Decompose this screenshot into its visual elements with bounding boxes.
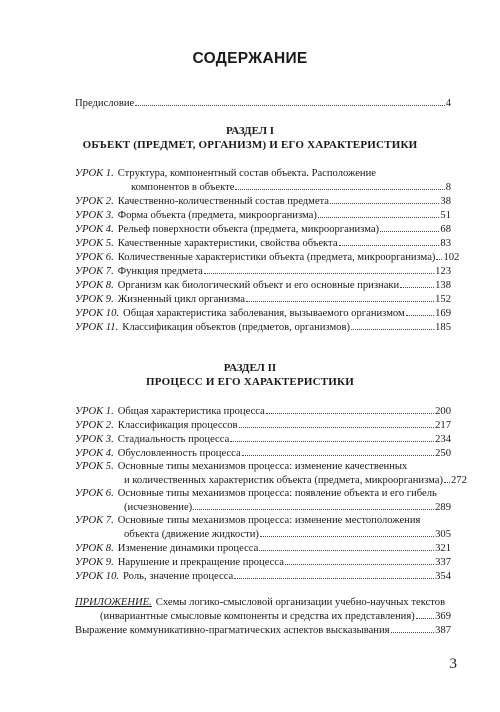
lesson-title: Организм как биологический объект и его основные признаки (117, 280, 400, 291)
dot-leader (380, 222, 439, 232)
toc-entry-s1-l2 (75, 194, 451, 208)
toc-entry-s1-l3 (75, 208, 451, 222)
toc-entry-s2-l7-cont (124, 527, 451, 541)
page-title: СОДЕРЖАНИЕ (192, 50, 308, 67)
toc-entry-expression (75, 623, 451, 637)
lesson-title: Обусловленность процесса (117, 448, 241, 459)
dot-leader (239, 418, 435, 428)
dot-leader (204, 264, 434, 274)
toc-page-number: 38 (440, 196, 451, 207)
lesson-label: УРОК 3. (75, 210, 114, 221)
lesson-label: УРОК 5. (75, 238, 114, 249)
lesson-title: Изменение динамики процесса (117, 543, 259, 554)
lesson-title: Количественные характеристики объекта (предмета, микроорганизма) (117, 252, 436, 263)
dot-leader (318, 208, 440, 218)
toc-page-number: 68 (440, 224, 451, 235)
toc-entry-s1-l8 (75, 278, 451, 292)
dot-leader (436, 250, 442, 260)
lesson-label: УРОК 9. (75, 294, 114, 305)
toc-entry-appendix (75, 596, 451, 609)
dot-leader (406, 306, 434, 316)
toc-entry-appendix-cont (100, 609, 451, 623)
toc-page-number: 354 (435, 571, 451, 582)
toc-entry-s2-l10 (75, 569, 451, 583)
lesson-label: УРОК 2. (75, 196, 114, 207)
lesson-label: УРОК 6. (75, 252, 114, 263)
lesson-label: УРОК 7. (75, 266, 114, 277)
dot-leader (193, 500, 434, 510)
section-1-subheading: ОБЪЕКТ (ПРЕДМЕТ, ОРГАНИЗМ) И ЕГО ХАРАКТЕРИСТИКИ (82, 139, 418, 151)
page-number: 3 (449, 656, 457, 672)
dot-leader (234, 569, 434, 579)
toc-entry-s2-l6-cont (124, 500, 451, 514)
toc-entry-s1-l1-cont (131, 180, 451, 194)
lesson-title: Основные типы механизмов процесса: изменение качественных (117, 461, 408, 472)
dot-leader (235, 180, 444, 190)
toc-entry-s2-l1 (75, 404, 451, 418)
toc-page-number: 138 (435, 280, 451, 291)
lesson-title: Общая характеристика процесса (117, 406, 265, 417)
dot-leader (400, 278, 434, 288)
toc-page-number: 337 (435, 557, 451, 568)
lesson-title: Функция предмета (117, 266, 203, 277)
lesson-label: УРОК 10. (75, 308, 120, 319)
lesson-label: УРОК 4. (75, 448, 114, 459)
section-2-subheading: ПРОЦЕСС И ЕГО ХАРАКТЕРИСТИКИ (145, 376, 354, 388)
lesson-title: Роль, значение процесса (123, 571, 234, 582)
appendix-title-cont: (инвариантные смысловые компоненты и средства их представления) (100, 611, 415, 622)
lesson-title: Стадиальность процесса (117, 434, 230, 445)
toc-page-number: 369 (435, 611, 451, 622)
lesson-label: УРОК 8. (75, 543, 114, 554)
toc-entry-s1-l9 (75, 292, 451, 306)
dot-leader (391, 623, 435, 633)
toc-entry-s2-l6 (75, 487, 451, 500)
appendix-label: ПРИЛОЖЕНИЕ. (75, 597, 152, 608)
toc-entry-s1-l11 (75, 320, 451, 334)
expression-title: Выражение коммуникативно-прагматических аспектов высказывания (75, 625, 390, 636)
lesson-title: Рельеф поверхности объекта (предмета, микроорганизма) (117, 224, 380, 235)
dot-leader (266, 404, 434, 414)
toc-page-number: 83 (440, 238, 451, 249)
toc-page-number: 152 (435, 294, 451, 305)
section-1-heading: РАЗДЕЛ I (225, 125, 275, 137)
lesson-title: Структура, компонентный состав объекта. Расположение (117, 168, 376, 179)
lesson-title: Основные типы механизмов процесса: появление объекта и его гибель (117, 488, 437, 499)
lesson-title: Качественно-количественный состав предмета (117, 196, 330, 207)
toc-page-number: 305 (435, 529, 451, 540)
lesson-title: Классификация процессов (117, 420, 238, 431)
lesson-title-cont: (исчезновение) (124, 502, 193, 513)
lesson-title: Форма объекта (предмета, микроорганизма) (117, 210, 317, 221)
toc-page-number: 4 (445, 98, 451, 109)
lesson-title-cont: и количественных характеристик объекта (предмета, микроорганизма) (124, 475, 443, 486)
lesson-title: Жизненный цикл организма (117, 294, 246, 305)
toc-page-number: 8 (445, 182, 451, 193)
toc-entry-s2-l8 (75, 541, 451, 555)
dot-leader (260, 527, 434, 537)
dot-leader (285, 555, 434, 565)
lesson-label: УРОК 2. (75, 420, 114, 431)
lesson-label: УРОК 7. (75, 515, 114, 526)
dot-leader (259, 541, 434, 551)
toc-page-number: 250 (435, 448, 451, 459)
toc-page-number: 169 (435, 308, 451, 319)
lesson-label: УРОК 6. (75, 488, 114, 499)
toc-entry-s2-l3 (75, 432, 451, 446)
toc-entry-s1-l5 (75, 236, 451, 250)
lesson-label: УРОК 5. (75, 461, 114, 472)
toc-page-number: 321 (435, 543, 451, 554)
toc-page-number: 289 (435, 502, 451, 513)
dot-leader (135, 96, 444, 106)
dot-leader (330, 194, 439, 204)
toc-page-number: 272 (451, 475, 467, 486)
dot-leader (242, 446, 434, 456)
toc-entry-s2-l9 (75, 555, 451, 569)
dot-leader (351, 320, 434, 330)
dot-leader (416, 609, 434, 619)
dot-leader (444, 473, 450, 483)
section-2-heading: РАЗДЕЛ II (223, 362, 277, 374)
dot-leader (339, 236, 440, 246)
lesson-title-cont: компонентов в объекте (131, 182, 235, 193)
toc-entry-s1-l7 (75, 264, 451, 278)
toc-entry-s1-l10 (75, 306, 451, 320)
lesson-label: УРОК 9. (75, 557, 114, 568)
dot-leader (246, 292, 434, 302)
toc-entry-s2-l2 (75, 418, 451, 432)
lesson-title: Основные типы механизмов процесса: изменение местоположения (117, 515, 421, 526)
lesson-title: Общая характеристика заболевания, вызываемого организмом (123, 308, 405, 319)
toc-entry-s1-l1 (75, 167, 451, 180)
toc-page-number: 185 (435, 322, 451, 333)
toc-page-number: 217 (435, 420, 451, 431)
lesson-label: УРОК 4. (75, 224, 114, 235)
toc-entry-s1-l6 (75, 250, 460, 264)
toc-entry-s2-l7 (75, 514, 451, 527)
lesson-label: УРОК 10. (75, 571, 120, 582)
toc-entry-s2-l5-cont (124, 473, 467, 487)
appendix-title: Схемы логико-смысловой организации учебно-научных текстов (155, 597, 446, 608)
lesson-label: УРОК 1. (75, 168, 114, 179)
toc-page-number: 387 (435, 625, 451, 636)
lesson-title: Классификация объектов (предметов, организмов) (122, 322, 350, 333)
lesson-title: Качественные характеристики, свойства объекта (117, 238, 338, 249)
toc-page-number: 123 (435, 266, 451, 277)
lesson-label: УРОК 3. (75, 434, 114, 445)
lesson-label: УРОК 11. (75, 322, 119, 333)
toc-entry-s1-l4 (75, 222, 451, 236)
toc-entry-text: Предисловие (75, 98, 135, 109)
toc-entry-s2-l4 (75, 446, 451, 460)
lesson-label: УРОК 8. (75, 280, 114, 291)
lesson-title: Нарушение и прекращение процесса (117, 557, 284, 568)
toc-entry-preface (75, 96, 451, 110)
toc-page-number: 102 (443, 252, 460, 263)
toc-page-number: 200 (435, 406, 451, 417)
toc-page-number: 51 (440, 210, 451, 221)
lesson-title-cont: объекта (движение жидкости) (124, 529, 259, 540)
toc-page-number: 234 (435, 434, 451, 445)
toc-entry-s2-l5 (75, 460, 451, 473)
dot-leader (230, 432, 434, 442)
lesson-label: УРОК 1. (75, 406, 114, 417)
